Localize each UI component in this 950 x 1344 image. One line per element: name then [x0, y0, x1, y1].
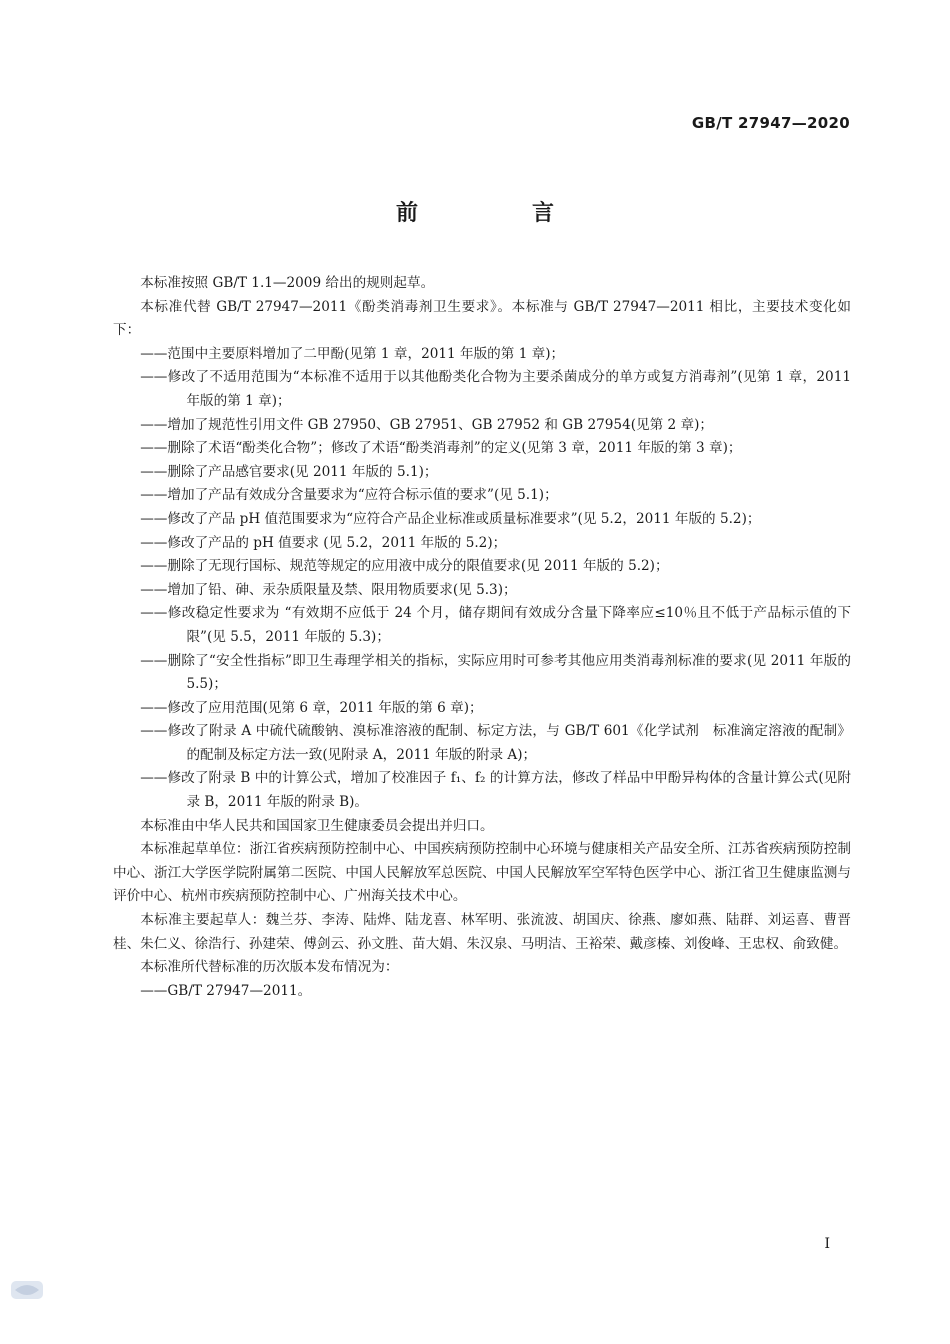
change-item: ——删除了无现行国标、规范等规定的应用液中成分的限值要求(见 2011 年版的 5.2)； [140, 558, 669, 575]
change-item: ——增加了产品有效成分含量要求为“应符合标示值的要求”(见 5.1)； [140, 487, 558, 504]
paragraph: 本标准代替 GB/T 27947—2011《酚类消毒剂卫生要求》。本标准与 GB/T 27947—2011 相比，主要技术变化如下： [113, 298, 851, 339]
change-item: ——增加了规范性引用文件 GB 27950、GB 27951、GB 27952 和 GB 27954(见第 2 章)； [140, 416, 713, 433]
paragraph: 本标准按照 GB/T 1.1—2009 给出的规则起草。 [140, 275, 435, 291]
change-item: ——修改了应用范围(见第 6 章，2011 年版的第 6 章)； [140, 699, 483, 716]
change-item: ——删除了产品感官要求(见 2011 年版的 5.1)； [140, 463, 438, 480]
change-item: ——修改稳定性要求为 “有效期不应低于 24 个月，储存期间有效成分含量下降率应≤10％且不低于产品标示值的下限”(见 5.5，2011 年版的 5.3)； [140, 605, 851, 645]
page-title: 前 言 [395, 201, 600, 226]
change-item: ——删除了“安全性指标”即卫生毒理学相关的指标，实际应用时可参考其他应用类消毒剂标准的要求(见 2011 年版的 5.5)； [140, 652, 851, 693]
change-item: ——范围中主要原料增加了二甲酚(见第 1 章，2011 年版的第 1 章)； [140, 345, 565, 362]
page-number: I [824, 1236, 830, 1252]
document-body [113, 272, 851, 1003]
change-item: ——修改了产品 pH 值范围要求为“应符合产品企业标准或质量标准要求”(见 5.2，2011 年版的 5.2)； [140, 510, 761, 527]
sac-logo-icon [10, 1278, 44, 1302]
change-item: ——删除了术语“酚类化合物”；修改了术语“酚类消毒剂”的定义(见第 3 章，2011 年版的第 3 章)； [140, 440, 742, 457]
change-item: ——修改了不适用范围为“本标准不适用于以其他酚类化合物为主要杀菌成分的单方或复方消毒剂”(见第 1 章，2011 年版的第 1 章)； [140, 369, 851, 409]
drafting-units: 本标准起草单位：浙江省疾病预防控制中心、中国疾病预防控制中心环境与健康相关产品安全所、江苏省疾病预防控制中心、浙江大学医学院附属第二医院、中国人民解放军总医院、中国人民解放军空军特色医学中心、浙江省卫生健康监测与评价中心、杭州市疾病预防控制中心、广州海关技术中心。 [113, 841, 851, 905]
history-item: ——GB/T 27947—2011。 [140, 982, 312, 999]
drafters: 本标准主要起草人：魏兰芬、李涛、陆烨、陆龙喜、林军明、张流波、胡国庆、徐燕、廖如燕、陆群、刘运喜、曹晋桂、朱仁义、徐浩行、孙建荣、傅剑云、孙文胜、苗大娟、朱汉泉、马明洁、王裕荣、戴彦榛、刘俊峰、王忠权、俞致健。 [113, 912, 851, 952]
paragraph: 本标准所代替标准的历次版本发布情况为： [140, 959, 399, 976]
change-item: ——修改了附录 B 中的计算公式，增加了校准因子 f₁、f₂ 的计算方法，修改了样品中甲酚异构体的含量计算公式(见附录 B，2011 年版的附录 B)。 [140, 770, 851, 811]
paragraph: 本标准由中华人民共和国国家卫生健康委员会提出并归口。 [140, 817, 494, 834]
change-item: ——修改了附录 A 中硫代硫酸钠、溴标准溶液的配制、标定方法，与 GB/T 601《化学试剂 标准滴定溶液的配制》的配制及标定方法一致(见附录 A，2011 年版的附录 A)； [140, 723, 851, 763]
change-item: ——修改了产品的 pH 值要求 (见 5.2，2011 年版的 5.2)； [140, 534, 507, 551]
standard-number: GB/T 27947—2020 [691, 114, 850, 132]
change-item: ——增加了铅、砷、汞杂质限量及禁、限用物质要求(见 5.3)； [140, 581, 517, 598]
